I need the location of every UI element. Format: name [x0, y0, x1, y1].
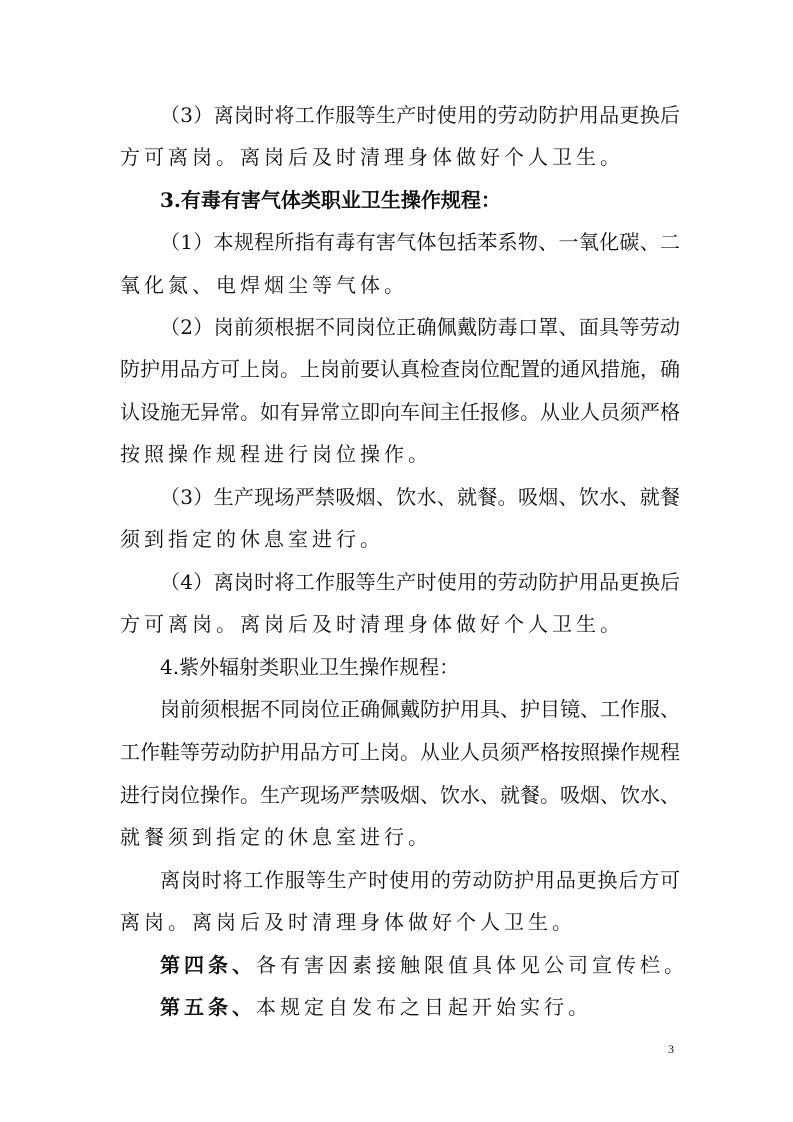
article-4-text: 各有害因素接触限值具体见公司宣传栏。 [256, 953, 688, 977]
body-line: 方可离岗。离岗后及时清理身体做好个人卫生。 [120, 612, 624, 636]
body-line: 进行岗位操作。生产现场严禁吸烟、饮水、就餐。吸烟、饮水、 [120, 783, 680, 807]
body-line: 认设施无异常。如有异常立即向车间主任报修。从业人员须严格 [120, 400, 680, 424]
section-heading: 3.有毒有害气体类职业卫生操作规程： [160, 188, 501, 212]
body-line: 氧化氮、电焊烟尘等气体。 [120, 273, 408, 297]
article-4 [160, 951, 688, 979]
body-line: 就餐须到指定的休息室进行。 [120, 825, 432, 849]
article-5-label: 第五条、 [160, 995, 256, 1019]
article-4-label: 第四条、 [160, 953, 256, 977]
body-line: （3）离岗时将工作服等生产时使用的劳动防护用品更换后 [160, 103, 680, 127]
article-5 [160, 993, 680, 1021]
body-line: （1）本规程所指有毒有害气体包括苯系物、一氧化碳、二 [160, 230, 680, 254]
article-5-text: 本规定自发布之日起开始实行。 [256, 995, 592, 1019]
section-heading: 4.紫外辐射类职业卫生操作规程： [160, 655, 460, 679]
body-line: （3）生产现场严禁吸烟、饮水、就餐。吸烟、饮水、就餐 [160, 485, 680, 509]
body-line: 方可离岗。离岗后及时清理身体做好个人卫生。 [120, 145, 624, 169]
body-line: 工作鞋等劳动防护用品方可上岗。从业人员须严格按照操作规程 [120, 740, 680, 764]
page-number: 3 [668, 1042, 674, 1056]
body-line: 离岗时将工作服等生产时使用的劳动防护用品更换后方可 [160, 868, 680, 892]
body-line: 按照操作规程进行岗位操作。 [120, 442, 432, 466]
body-line: 防护用品方可上岗。上岗前要认真检查岗位配置的通风措施，确 [120, 357, 680, 381]
body-line: （2）岗前须根据不同岗位正确佩戴防毒口罩、面具等劳动 [160, 315, 680, 339]
body-line: 岗前须根据不同岗位正确佩戴防护用具、护目镜、工作服、 [160, 697, 680, 721]
body-line: 离岗。离岗后及时清理身体做好个人卫生。 [120, 910, 576, 934]
body-line: 须到指定的休息室进行。 [120, 527, 384, 551]
body-line: （4）离岗时将工作服等生产时使用的劳动防护用品更换后 [160, 570, 680, 594]
